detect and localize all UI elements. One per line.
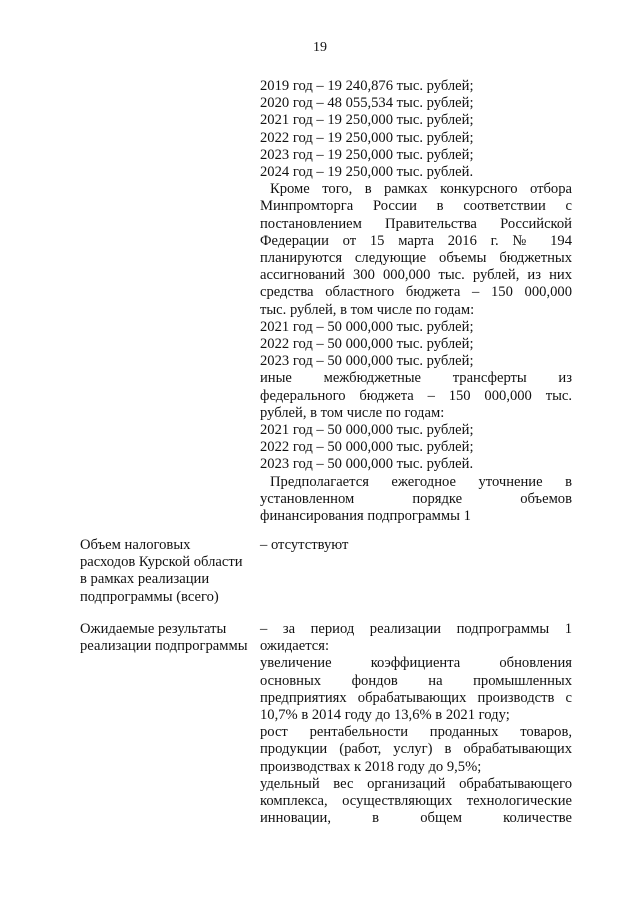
results-intro-line: – за период реализации подпрограммы 1 xyxy=(260,621,572,637)
clarification-paragraph-line: Предполагается ежегодное уточнение в xyxy=(270,473,572,490)
result-item-line: рост рентабельности проданных товаров, xyxy=(260,724,572,741)
label-line: Ожидаемые результаты xyxy=(80,621,227,637)
funding-year-line: 2022 год – 50 000,000 тыс. рублей; xyxy=(260,439,474,456)
funding-year-line: 2021 год – 50 000,000 тыс. рублей; xyxy=(260,422,474,439)
label-line: подпрограммы (всего) xyxy=(80,588,219,605)
result-item-line: производствах к 2018 году до 9,5%; xyxy=(260,758,482,775)
funding-year-line: 2021 год – 19 250,000 тыс. рублей; xyxy=(260,112,474,129)
result-item-line: комплекса, осуществляющих технологические xyxy=(260,793,572,810)
clarification-paragraph-line: установленном порядке объемов xyxy=(260,490,572,507)
tax-expenditures-label xyxy=(80,537,252,606)
results-intro-line: ожидается: xyxy=(260,638,330,655)
competition-paragraph-line: тыс. рублей, в том числе по годам: xyxy=(260,301,475,318)
result-item-line: основных фондов на промышленных xyxy=(260,672,572,689)
competition-paragraph-line: Федерации от 15 марта 2016 г. № 194 xyxy=(260,232,572,249)
competition-paragraph-line: ассигнований 300 000,000 тыс. рублей, из них xyxy=(260,267,572,284)
competition-paragraph-line: средства областного бюджета – 150 000,000 xyxy=(260,284,572,301)
funding-year-line: 2022 год – 19 250,000 тыс. рублей; xyxy=(260,129,474,146)
transfers-paragraph-line: рублей, в том числе по годам: xyxy=(260,404,445,421)
funding-year-line: 2020 год – 48 055,534 тыс. рублей; xyxy=(260,95,474,112)
label-line: расходов Курской области xyxy=(80,554,243,571)
result-item-line: удельный вес организаций обрабатывающего xyxy=(260,775,572,792)
funding-year-line: 2023 год – 50 000,000 тыс. рублей; xyxy=(260,353,474,370)
result-item-line: 10,7% в 2014 году до 13,6% в 2021 году; xyxy=(260,707,510,724)
clarification-paragraph-line: финансирования подпрограммы 1 xyxy=(260,508,471,525)
result-item-line: инновации, в общем количестве xyxy=(260,810,572,827)
funding-year-line: 2019 год – 19 240,876 тыс. рублей; xyxy=(260,78,474,94)
competition-paragraph-line: планируются следующие объемы бюджетных xyxy=(260,250,572,267)
competition-paragraph-line: Минпромторга России в соответствии с xyxy=(260,198,572,215)
label-line: в рамках реализации xyxy=(80,571,210,588)
tax-expenditures-value xyxy=(260,537,572,554)
competition-paragraph-line: постановлением Правительства Российской xyxy=(260,215,572,232)
label-line: Объем налоговых xyxy=(80,537,191,553)
funding-year-line: 2022 год – 50 000,000 тыс. рублей; xyxy=(260,336,474,353)
result-item-line: увеличение коэффициента обновления xyxy=(260,655,572,672)
transfers-paragraph-line: иные межбюджетные трансферты из xyxy=(260,370,572,387)
funding-year-line: 2023 год – 19 250,000 тыс. рублей; xyxy=(260,146,474,163)
expected-results-value xyxy=(260,621,572,827)
funding-year-line: 2021 год – 50 000,000 тыс. рублей; xyxy=(260,318,474,335)
result-item-line: предприятиях обрабатывающих производств с xyxy=(260,689,572,706)
funding-year-line: 2024 год – 19 250,000 тыс. рублей. xyxy=(260,164,474,181)
transfers-paragraph-line: федерального бюджета – 150 000,000 тыс. xyxy=(260,387,572,404)
funding-section xyxy=(260,78,572,525)
result-item-line: продукции (работ, услуг) в обрабатывающих xyxy=(260,741,572,758)
label-line: реализации подпрограммы xyxy=(80,638,248,655)
expected-results-label xyxy=(80,621,252,655)
competition-paragraph-line: Кроме того, в рамках конкурсного отбора xyxy=(270,181,572,198)
value-line: – отсутствуют xyxy=(260,537,349,553)
funding-year-line: 2023 год – 50 000,000 тыс. рублей. xyxy=(260,456,474,473)
page-number: 19 xyxy=(313,40,327,55)
